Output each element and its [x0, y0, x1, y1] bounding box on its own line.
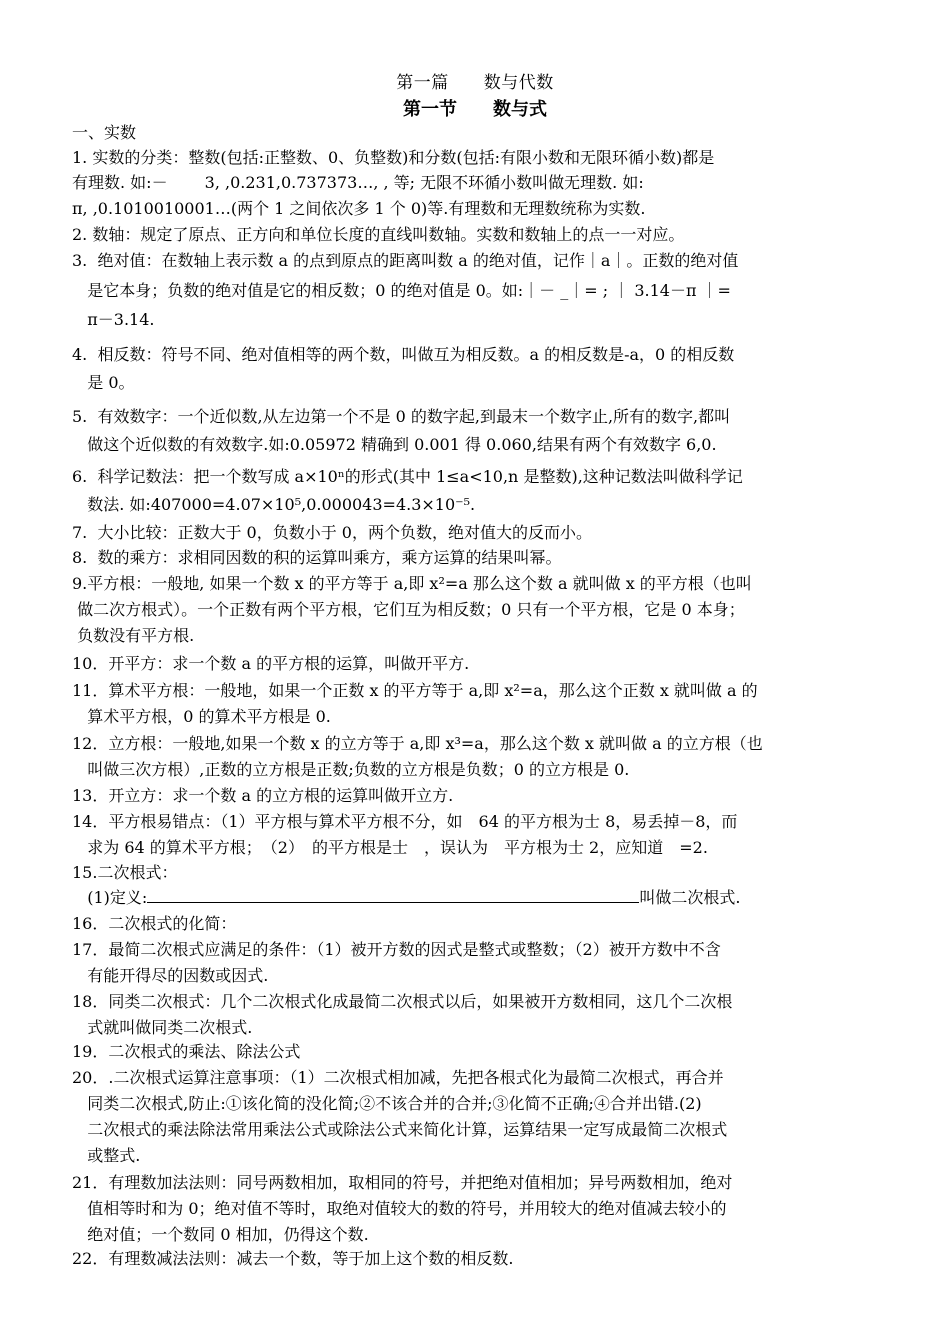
line-text: 15.二次根式： [72, 863, 178, 882]
text-line [72, 307, 155, 330]
line-text: 有能开得尽的因数或因式. [72, 966, 269, 985]
text-line [72, 937, 721, 960]
line-text: 20．.二次根式运算注意事项：（1）二次根式相加减，先把各根式化为最简二次根式，再合并 [72, 1068, 724, 1087]
line-text: 8. 数的乘方：求相同因数的积的运算叫乘方，乘方运算的结果叫幂。 [72, 548, 562, 567]
line-text: 或整式. [72, 1146, 141, 1165]
text-line [72, 1196, 727, 1219]
text-line [72, 809, 737, 832]
text-line [72, 885, 740, 908]
line-text: (1)定义: [72, 888, 148, 907]
text-line [72, 1143, 140, 1166]
line-text: 1. 实数的分类：整数(包括:正整数、0、负整数)和分数(包括:有限小数和无限环循小数)都是 [72, 148, 715, 167]
definition-tail: 叫做二次根式. [639, 888, 741, 907]
line-text: 4. 相反数：符号不同、绝对值相等的两个数，叫做互为相反数。a 的相反数是-a，0 的相反数 [72, 345, 735, 364]
line-text: 6. 科学记数法：把一个数写成 a×10ⁿ的形式(其中 1≤a<10,n 是整数),这种记数法叫做科学记 [72, 467, 743, 486]
line-text: 做这个近似数的有效数字.如:0.05972 精确到 0.001 得 0.060,结果有两个有效数字 6,0. [72, 435, 717, 454]
text-line [72, 1039, 300, 1062]
line-text: 是 0。 [72, 373, 135, 392]
line-text: 2. 数轴：规定了原点、正方向和单位长度的直线叫数轴。实数和数轴上的点一一对应。 [72, 225, 685, 244]
line-text: 3. 绝对值：在数轴上表示数 a 的点到原点的距离叫数 a 的绝对值，记作｜a｜。正数的绝对值 [72, 251, 739, 270]
line-text: 13．开立方：求一个数 a 的立方根的运算叫做开立方. [72, 786, 454, 805]
line-text: 绝对值；一个数同 0 相加，仍得这个数. [72, 1225, 369, 1244]
text-line [72, 783, 453, 806]
text-line [72, 731, 763, 754]
section-title: 第一节 数与式 [403, 99, 547, 120]
text-line [72, 1170, 732, 1193]
text-line [72, 1246, 513, 1269]
line-text: 9.平方根：一般地, 如果一个数 x 的平方等于 a,即 x²=a 那么这个数 a 就叫做 x 的平方根（也叫 [72, 574, 752, 593]
text-line [72, 145, 714, 168]
line-text: 19．二次根式的乘法、除法公式 [72, 1042, 301, 1061]
text-line [72, 120, 136, 143]
line-text: 做二次方根式）。一个正数有两个平方根，它们互为相反数；0 只有一个平方根，它是 0 本身； [72, 600, 745, 619]
text-line [72, 248, 738, 271]
line-text: 12．立方根：一般地,如果一个数 x 的立方等于 a,即 x³=a，那么这个数 x 就叫做 a 的立方根（也 [72, 734, 763, 753]
text-line [72, 1222, 369, 1245]
text-line [72, 432, 717, 455]
text-line [72, 911, 236, 934]
line-text: 一、实数 [72, 123, 137, 142]
text-line [72, 1065, 724, 1088]
text-line [72, 170, 644, 193]
line-text: 求为 64 的算术平方根； （2） 的平方根是士 ，误认为 平方根为士 2，应知道 =2. [72, 838, 708, 857]
line-text: 16．二次根式的化简： [72, 914, 237, 933]
line-text: π－3.14. [72, 310, 155, 329]
line-text: 二次根式的乘法除法常用乘法公式或除法公式来简化计算，运算结果一定写成最简二次根式 [72, 1120, 728, 1139]
line-text: 式就叫做同类二次根式. [72, 1018, 253, 1037]
line-text: 11．算术平方根：一般地，如果一个正数 x 的平方等于 a,即 x²=a，那么这个正数 x 就叫做 a 的 [72, 681, 758, 700]
text-line [72, 757, 629, 780]
line-text: 10．开平方：求一个数 a 的平方根的运算，叫做开平方. [72, 654, 470, 673]
text-line [72, 678, 758, 701]
text-line [72, 196, 645, 219]
text-line [72, 464, 743, 487]
line-text: 负数没有平方根. [72, 626, 195, 645]
text-line [72, 222, 684, 245]
line-text: π, ,0.1010010001…(两个 1 之间依次多 1 个 0)等.有理数和无理数统称为实数. [72, 199, 646, 218]
line-text: 17．最简二次根式应满足的条件：（1）被开方数的因式是整式或整数；（2）被开方数中不含 [72, 940, 721, 959]
text-line [72, 342, 734, 365]
line-text: 是它本身；负数的绝对值是它的相反数；0 的绝对值是 0。如:｜－ _｜= ; ｜ 3.14－π ｜= [72, 281, 731, 300]
line-text: 22．有理数减法法则：减去一个数，等于加上这个数的相反数. [72, 1249, 514, 1268]
text-line [72, 597, 745, 620]
text-line [72, 370, 135, 393]
text-line [72, 571, 752, 594]
text-line [72, 520, 592, 543]
text-line [72, 704, 331, 727]
line-text: 叫做三次方根）,正数的立方根是正数;负数的立方根是负数；0 的立方根是 0. [72, 760, 630, 779]
chapter-title: 第一篇 数与代数 [396, 73, 554, 93]
line-text: 同类二次根式,防止:①该化简的没化简;②不该合并的合并;③化简不正确;④合并出错.(2) [72, 1094, 702, 1113]
text-line [72, 860, 177, 883]
definition-blank [147, 888, 639, 903]
line-text: 14．平方根易错点：（1）平方根与算术平方根不分，如 64 的平方根为士 8，易丢掉－8，而 [72, 812, 738, 831]
line-text: 算术平方根，0 的算术平方根是 0. [72, 707, 331, 726]
text-line [72, 623, 194, 646]
text-line [72, 404, 730, 427]
text-line [72, 835, 708, 858]
text-line [72, 963, 268, 986]
line-text: 7. 大小比较：正数大于 0，负数小于 0，两个负数，绝对值大的反而小。 [72, 523, 592, 542]
line-text: 有理数. 如:－ 3, ,0.231,0.737373…, , 等; 无限不环循小数叫做无理数. 如: [72, 173, 644, 192]
text-line [72, 1015, 252, 1038]
text-line [72, 989, 732, 1012]
line-text: 数法. 如:407000=4.07×10⁵,0.000043=4.3×10⁻⁵. [72, 495, 476, 514]
line-text: 21．有理数加法法则：同号两数相加，取相同的符号，并把绝对值相加；异号两数相加，绝对 [72, 1173, 733, 1192]
text-line [72, 1117, 727, 1140]
text-line [72, 278, 731, 301]
text-line [72, 651, 469, 674]
line-text: 18．同类二次根式：几个二次根式化成最简二次根式以后，如果被开方数相同，这几个二次根 [72, 992, 733, 1011]
text-line [72, 545, 561, 568]
line-text: 5. 有效数字：一个近似数,从左边第一个不是 0 的数字起,到最末一个数字止,所有的数字,都叫 [72, 407, 731, 426]
line-text: 值相等时和为 0；绝对值不等时，取绝对值较大的数的符号，并用较大的绝对值减去较小的 [72, 1199, 727, 1218]
text-line [72, 1091, 702, 1114]
text-line [72, 492, 475, 515]
